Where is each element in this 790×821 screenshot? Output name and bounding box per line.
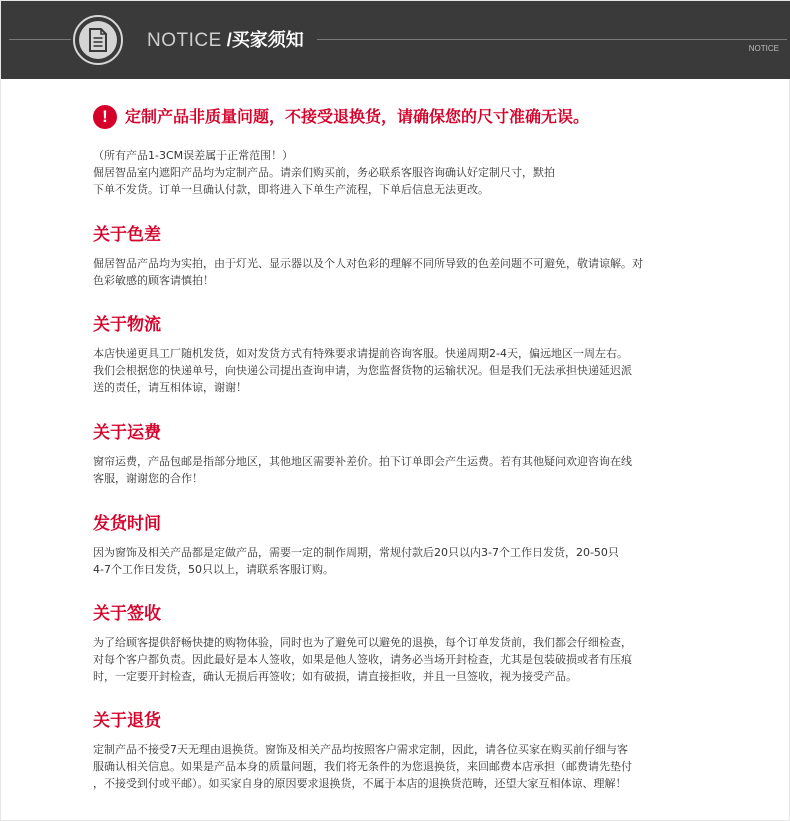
section-line: 时，一定要开封检查，确认无损后再签收；如有破损，请直接拒收，并且一旦签收，视为接受产品。 bbox=[93, 670, 577, 683]
section-body-color-difference bbox=[93, 255, 697, 289]
section-body-delivery-time bbox=[93, 544, 697, 578]
section-line: 窗帘运费，产品包邮是指部分地区，其他地区需要补差价。拍下订单即会产生运费。若有其他疑问欢迎咨询在线 bbox=[93, 455, 632, 468]
section-line: 因为窗饰及相关产品都是定做产品，需要一定的制作周期，常规付款后20只以内3-7个工作日发货，20-50只 bbox=[93, 546, 619, 559]
section-line: 对每个客户都负责。因此最好是本人签收，如果是他人签收，请务必当场开封检查，尤其是包装破损或者有压痕 bbox=[93, 653, 632, 666]
header-title bbox=[147, 26, 304, 54]
section-body-logistics bbox=[93, 345, 697, 396]
section-title-logistics: 关于物流 bbox=[93, 315, 161, 335]
document-icon bbox=[79, 21, 117, 59]
section-title-returns: 关于退货 bbox=[93, 711, 161, 731]
exclamation-icon: ! bbox=[93, 105, 117, 129]
section-title-color-difference: 关于色差 bbox=[93, 225, 161, 245]
section-line: 为了给顾客提供舒畅快捷的购物体验，同时也为了避免可以避免的退换，每个订单发货前，我们都会仔细检查， bbox=[93, 636, 632, 649]
section-body-receipt bbox=[93, 634, 697, 685]
header-title-en: NOTICE bbox=[147, 30, 222, 51]
section-title-shipping-fee: 关于运费 bbox=[93, 423, 161, 443]
header-badge bbox=[73, 15, 123, 65]
section-line: 我们会根据您的快递单号，向快递公司提出查询申请，为您监督货物的运输状况。但是我们无法承担快递延迟派 bbox=[93, 364, 632, 377]
section-line: 色彩敏感的顾客请慎拍！ bbox=[93, 274, 214, 287]
section-title-receipt: 关于签收 bbox=[93, 604, 161, 624]
notice-line: 下单不发货。订单一旦确认付款，即将进入下单生产流程，下单后信息无法更改。 bbox=[93, 183, 489, 196]
section-line: 本店快递更具工厂随机发货，如对发货方式有特殊要求请提前咨询客服。快递周期2-4天，偏远地区一周左右。 bbox=[93, 347, 628, 360]
header-divider-right bbox=[317, 39, 787, 40]
notice-line: （所有产品1-3CM误差属于正常范围！） bbox=[93, 149, 294, 162]
section-line: 定制产品不接受7天无理由退换货。窗饰及相关产品均按照客户需求定制，因此，请各位买家在购买前仔细与客 bbox=[93, 743, 628, 756]
notice-headline: 定制产品非质量问题，不接受退换货，请确保您的尺寸准确无误。 bbox=[125, 107, 590, 126]
section-line: 4-7个工作日发货，50只以上，请联系客服订购。 bbox=[93, 563, 334, 576]
section-line: 服确认相关信息。如果是产品本身的质量问题，我们将无条件的为您退换货，来回邮费本店承担（邮费请先垫付 bbox=[93, 760, 632, 773]
notice-line: 倔居智品室内遮阳产品均为定制产品。请亲们购买前，务必联系客服咨询确认好定制尺寸，默拍 bbox=[93, 166, 555, 179]
header-title-cn: /买家须知 bbox=[221, 30, 304, 50]
section-line: ，不接受到付或平邮）。如买家自身的原因要求退换货，不属于本店的退换货范畴，还望大家互相体谅、理解！ bbox=[93, 777, 627, 790]
section-line: 倔居智品产品均为实拍，由于灯光、显示器以及个人对色彩的理解不同所导致的色差问题不可避免，敬请谅解。对 bbox=[93, 257, 643, 270]
section-body-shipping-fee bbox=[93, 453, 697, 487]
notice-body bbox=[93, 147, 697, 198]
notice-header bbox=[1, 1, 790, 79]
header-small-label: NOTICE bbox=[748, 44, 779, 53]
section-body-returns bbox=[93, 741, 697, 792]
section-line: 客服，谢谢您的合作！ bbox=[93, 472, 203, 485]
header-divider-left bbox=[9, 39, 71, 40]
section-line: 送的责任，请互相体谅，谢谢！ bbox=[93, 381, 247, 394]
section-title-delivery-time: 发货时间 bbox=[93, 514, 161, 534]
